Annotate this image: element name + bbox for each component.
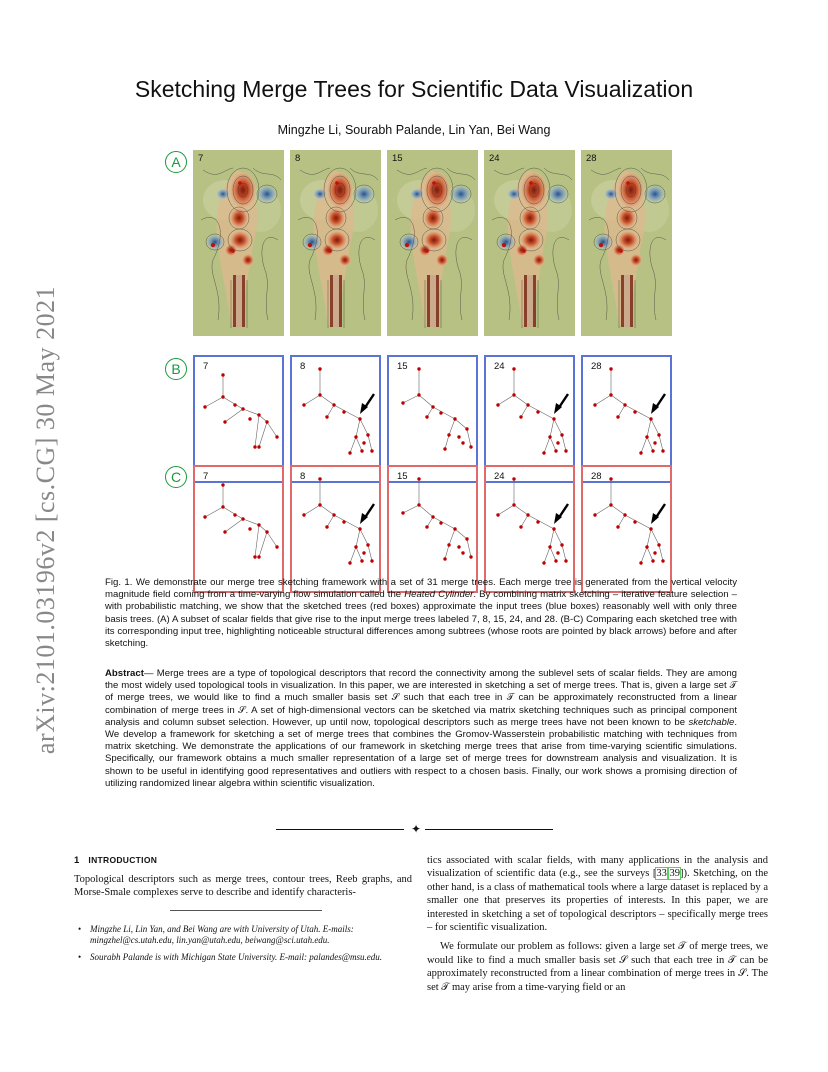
footnote-affiliation: • Sourabh Palande is with Michigan State University. E-mail: palandes@msu.edu. [78,952,382,962]
input-tree-panel [387,355,478,483]
divider-left [276,829,404,830]
citation-link[interactable]: 33 [656,868,667,880]
panel-label: 24 [494,361,505,372]
divider-diamond-icon: ✦ [411,822,422,836]
panel-label: 7 [198,153,204,164]
panel-label: 28 [591,361,602,372]
sketched-tree-panel [387,465,478,593]
panel-label: 7 [203,471,209,482]
divider-right [425,829,553,830]
scalar-field-panel [387,150,478,336]
row-label-a: A [165,151,187,173]
arxiv-identifier: arXiv:2101.03196v2 [cs.CG] 30 May 2021 [31,285,60,755]
panel-label: 15 [397,471,408,482]
panel-label: 15 [397,361,408,372]
scalar-field-panel [484,150,575,336]
row-label-b: B [165,358,187,380]
panel-label: 8 [300,361,306,372]
panel-label: 28 [586,153,597,164]
scalar-field-panel [290,150,381,336]
citation-link[interactable]: 39 [669,868,680,880]
input-tree-panel [484,355,575,483]
panel-label: 7 [203,361,209,372]
figure-caption: Fig. 1. We demonstrate our merge tree sketching framework with a set of 31 merge trees. Each merge tree is generated from the vertical velocity magnitude field coming from a time-varying flow simulation called the Heated Cylinder. By combining matrix sketching – iterative feature selection – with probabilistic matching, we show that the sketched trees (red boxes) approximate the input trees (blue boxes) reasonably well with only three basis trees. (A) A subset of scalar fields that give rise to the input merge trees labeled 7, 8, 15, 24, and 28. (B-C) Comparing each sketched tree with its corresponding input tree, highlighting noticeable structural differences among subtrees (whose roots are pointed by black arrows) before and after sketching. [105,577,737,650]
abstract: Abstract— Merge trees are a type of topological descriptors that record the connectivity among the sublevel sets of scalar fields. They are among the most widely used topological tools in visualization. In this paper, we are interested in sketching a set of merge trees. That is, given a large set 𝒯 of merge trees, we would like to find a much smaller basis set 𝒮 such that each tree in 𝒯 can be approximately reconstructed from a linear combination of merge trees in 𝒮. A set of high-dimensional vectors can be sketched via matrix sketching techniques such as principal component analysis and column subset selection. However, up until now, topological descriptors such as merge trees have not been known to be sketchable. We develop a framework for sketching a set of merge trees that combines the Gromov-Wasserstein probabilistic matching with techniques from matrix sketching. We demonstrate the applications of our framework in sketching merge trees that arise from time-varying scientific simulations. Specifically, our framework obtains a much smaller representation of a large set of merge trees for downstream analysis and visualization. It is shown to be useful in identifying good representatives and outliers with respect to a chosen basis. Finally, our work shows a promising direction of utilizing randomized linear algebra within scientific visualization. [105,668,737,789]
footnote-affiliation: • Mingzhe Li, Lin Yan, and Bei Wang are with University of Utah. E-mails: mingzhel@cs.utah.edu, lin.yan@utah.edu, beiwang@sci.utah.edu. [78,924,354,945]
footnote-rule [170,910,322,911]
panel-label: 24 [494,471,505,482]
panel-label: 24 [489,153,500,164]
scalar-field-panel [581,150,672,336]
sketched-tree-panel [290,465,381,593]
sketched-tree-panel [193,465,284,593]
input-tree-panel [581,355,672,483]
input-tree-panel [290,355,381,483]
abstract-label: Abstract [105,668,144,679]
panel-label: 15 [392,153,403,164]
intro-right-column: tics associated with scalar fields, with many applications in the analysis and visualization of scientific data (e.g., see the surveys [33,39]). Sketching, on the other hand, is a class of mathematical tools where a large dataset is replaced by a smaller one that preserves its properties of interests. In this paper, we are interested in sketching a set of topological descriptors – specifically merge trees – for scientific visualization. We formulate our problem as follows: given a large set 𝒯 of merge trees, we would like to find a much smaller basis set 𝒮 such that each tree in 𝒯 can be approximately reconstructed from a linear combination of merge trees in 𝒮. The set 𝒯 may arise from a time-varying field or an [427,855,768,993]
sketched-tree-panel [484,465,575,593]
panel-label: 28 [591,471,602,482]
intro-left-column: Topological descriptors such as merge trees, contour trees, Reeb graphs, and Morse-Smale complexes serve to describe and identify characteris- [74,874,412,899]
scalar-field-panel [193,150,284,336]
sketched-tree-panel [581,465,672,593]
paper-title: Sketching Merge Trees for Scientific Data Visualization [134,76,694,102]
panel-label: 8 [300,471,306,482]
row-label-c: C [165,466,187,488]
panel-label: 8 [295,153,301,164]
input-tree-panel [193,355,284,483]
author-list: Mingzhe Li, Sourabh Palande, Lin Yan, Bei Wang [277,123,551,137]
section-heading: 1 INTRODUCTION [74,855,158,866]
